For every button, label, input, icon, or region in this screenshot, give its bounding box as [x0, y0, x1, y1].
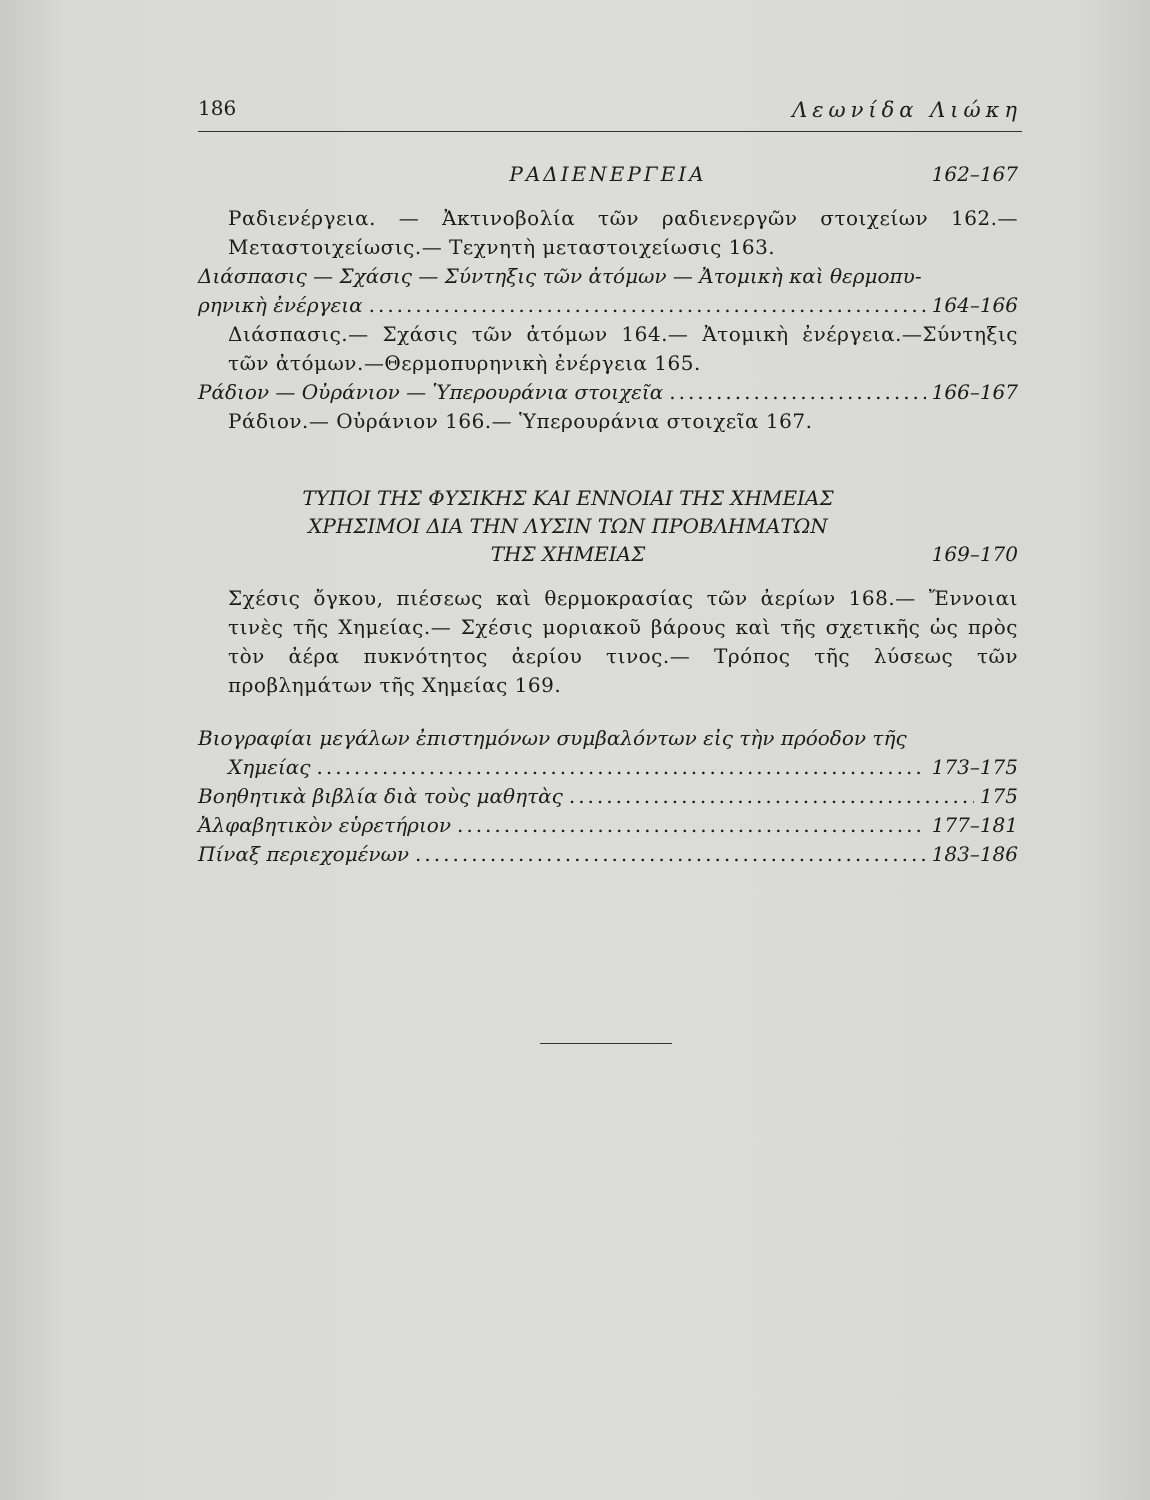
toc-entry-pages: 166–167: [931, 380, 1018, 404]
table-of-contents: [198, 160, 1018, 869]
section-heading: [198, 484, 1018, 568]
section-title-line: ΤΥΠΟΙ ΤΗΣ ΦΥΣΙΚΗΣ ΚΑΙ ΕΝΝΟΙΑΙ ΤΗΣ ΧΗΜΕΙΑΣ: [302, 486, 834, 510]
toc-entry-line: Διάσπασις — Σχάσις — Σύντηξις τῶν ἀτόμων — Ἀτομικὴ καὶ θερμοπυ-: [198, 264, 922, 288]
section-pages: 169–170: [931, 542, 1018, 566]
dot-leader: [669, 378, 925, 407]
toc-entry: [198, 840, 1018, 869]
toc-entry: [198, 782, 1018, 811]
toc-entry-label: Ἀλφαβητικὸν εὑρετήριον: [198, 813, 451, 837]
toc-entry-pages: 173–175: [931, 755, 1018, 779]
dot-leader: [457, 811, 926, 840]
toc-entry-label: Ράδιον — Οὐράνιον — Ὑπερουράνια στοιχεῖα: [198, 380, 664, 404]
toc-entry-label: Βοηθητικὰ βιβλία διὰ τοὺς μαθητὰς: [198, 784, 563, 808]
toc-entries: [198, 724, 1018, 869]
section-summary: Ραδιενέργεια. — Ἀκτινοβολία τῶν ραδιενεργῶν στοιχείων 162.— Μεταστοιχείωσις.— Τεχνητὴ μεταστοιχείωσις 163.: [228, 206, 1018, 259]
toc-entry-pages: 183–186: [931, 842, 1018, 866]
end-rule: [540, 1043, 672, 1044]
toc-entry-line: [198, 291, 1018, 320]
section-summary: Ράδιον.— Οὐράνιον 166.— Ὑπερουράνια στοιχεῖα 167.: [228, 409, 813, 433]
toc-entry-line: [198, 753, 1018, 782]
section-summary: Διάσπασις.— Σχάσις τῶν ἀτόμων 164.— Ἀτομικὴ ἐνέργεια.—Σύντηξις τῶν ἀτόμων.—Θερμοπυρηνικὴ ἐνέργεια 165.: [228, 322, 1018, 375]
dot-leader: [415, 840, 926, 869]
section-title: ΡΑΔΙΕΝΕΡΓΕΙΑ: [509, 162, 707, 186]
section-title-line: ΤΗΣ ΧΗΜΕΙΑΣ: [490, 542, 646, 566]
toc-entry: [198, 262, 1018, 320]
section-title-line: ΧΡΗΣΙΜΟΙ ΔΙΑ ΤΗΝ ΛΥΣΙΝ ΤΩΝ ΠΡΟΒΛΗΜΑΤΩΝ: [308, 514, 828, 538]
toc-entry-line: Βιογραφίαι μεγάλων ἐπιστημόνων συμβαλόντων εἰς τὴν πρόοδον τῆς: [198, 726, 907, 750]
running-head: Λεωνίδα Λιώκη: [792, 98, 1022, 122]
dot-leader: [569, 782, 974, 811]
toc-entry-pages: 175: [979, 784, 1018, 808]
section-pages: 162–167: [931, 162, 1018, 186]
page-header: [198, 96, 1022, 126]
toc-entry: [198, 378, 1018, 407]
header-rule: [198, 131, 1022, 132]
toc-entry-label: ρηνικὴ ἐνέργεια: [198, 293, 363, 317]
toc-entry-label: Πίναξ περιεχομένων: [198, 842, 410, 866]
section-summary: Σχέσις ὄγκου, πιέσεως καὶ θερμοκρασίας τῶν ἀερίων 168.— Ἔννοιαι τινὲς τῆς Χημείας.— Σχέσις μοριακοῦ βάρους καὶ τῆς σχετικῆς ὡς πρὸς τὸν ἀέρα πυκνότητος ἀερίου τινος.— Τρόπος τῆς λύσεως τῶν προβλημάτων τῆς Χημείας 169.: [228, 586, 1018, 697]
dot-leader: [369, 291, 926, 320]
toc-entry: [198, 724, 1018, 782]
section-heading: [198, 160, 1018, 190]
page-number: 186: [198, 96, 237, 120]
dot-leader: [317, 753, 926, 782]
toc-entry: [198, 811, 1018, 840]
toc-entry-pages: 177–181: [931, 813, 1018, 837]
toc-entry-label: Χημείας: [228, 755, 311, 779]
toc-entry-pages: 164–166: [931, 293, 1018, 317]
